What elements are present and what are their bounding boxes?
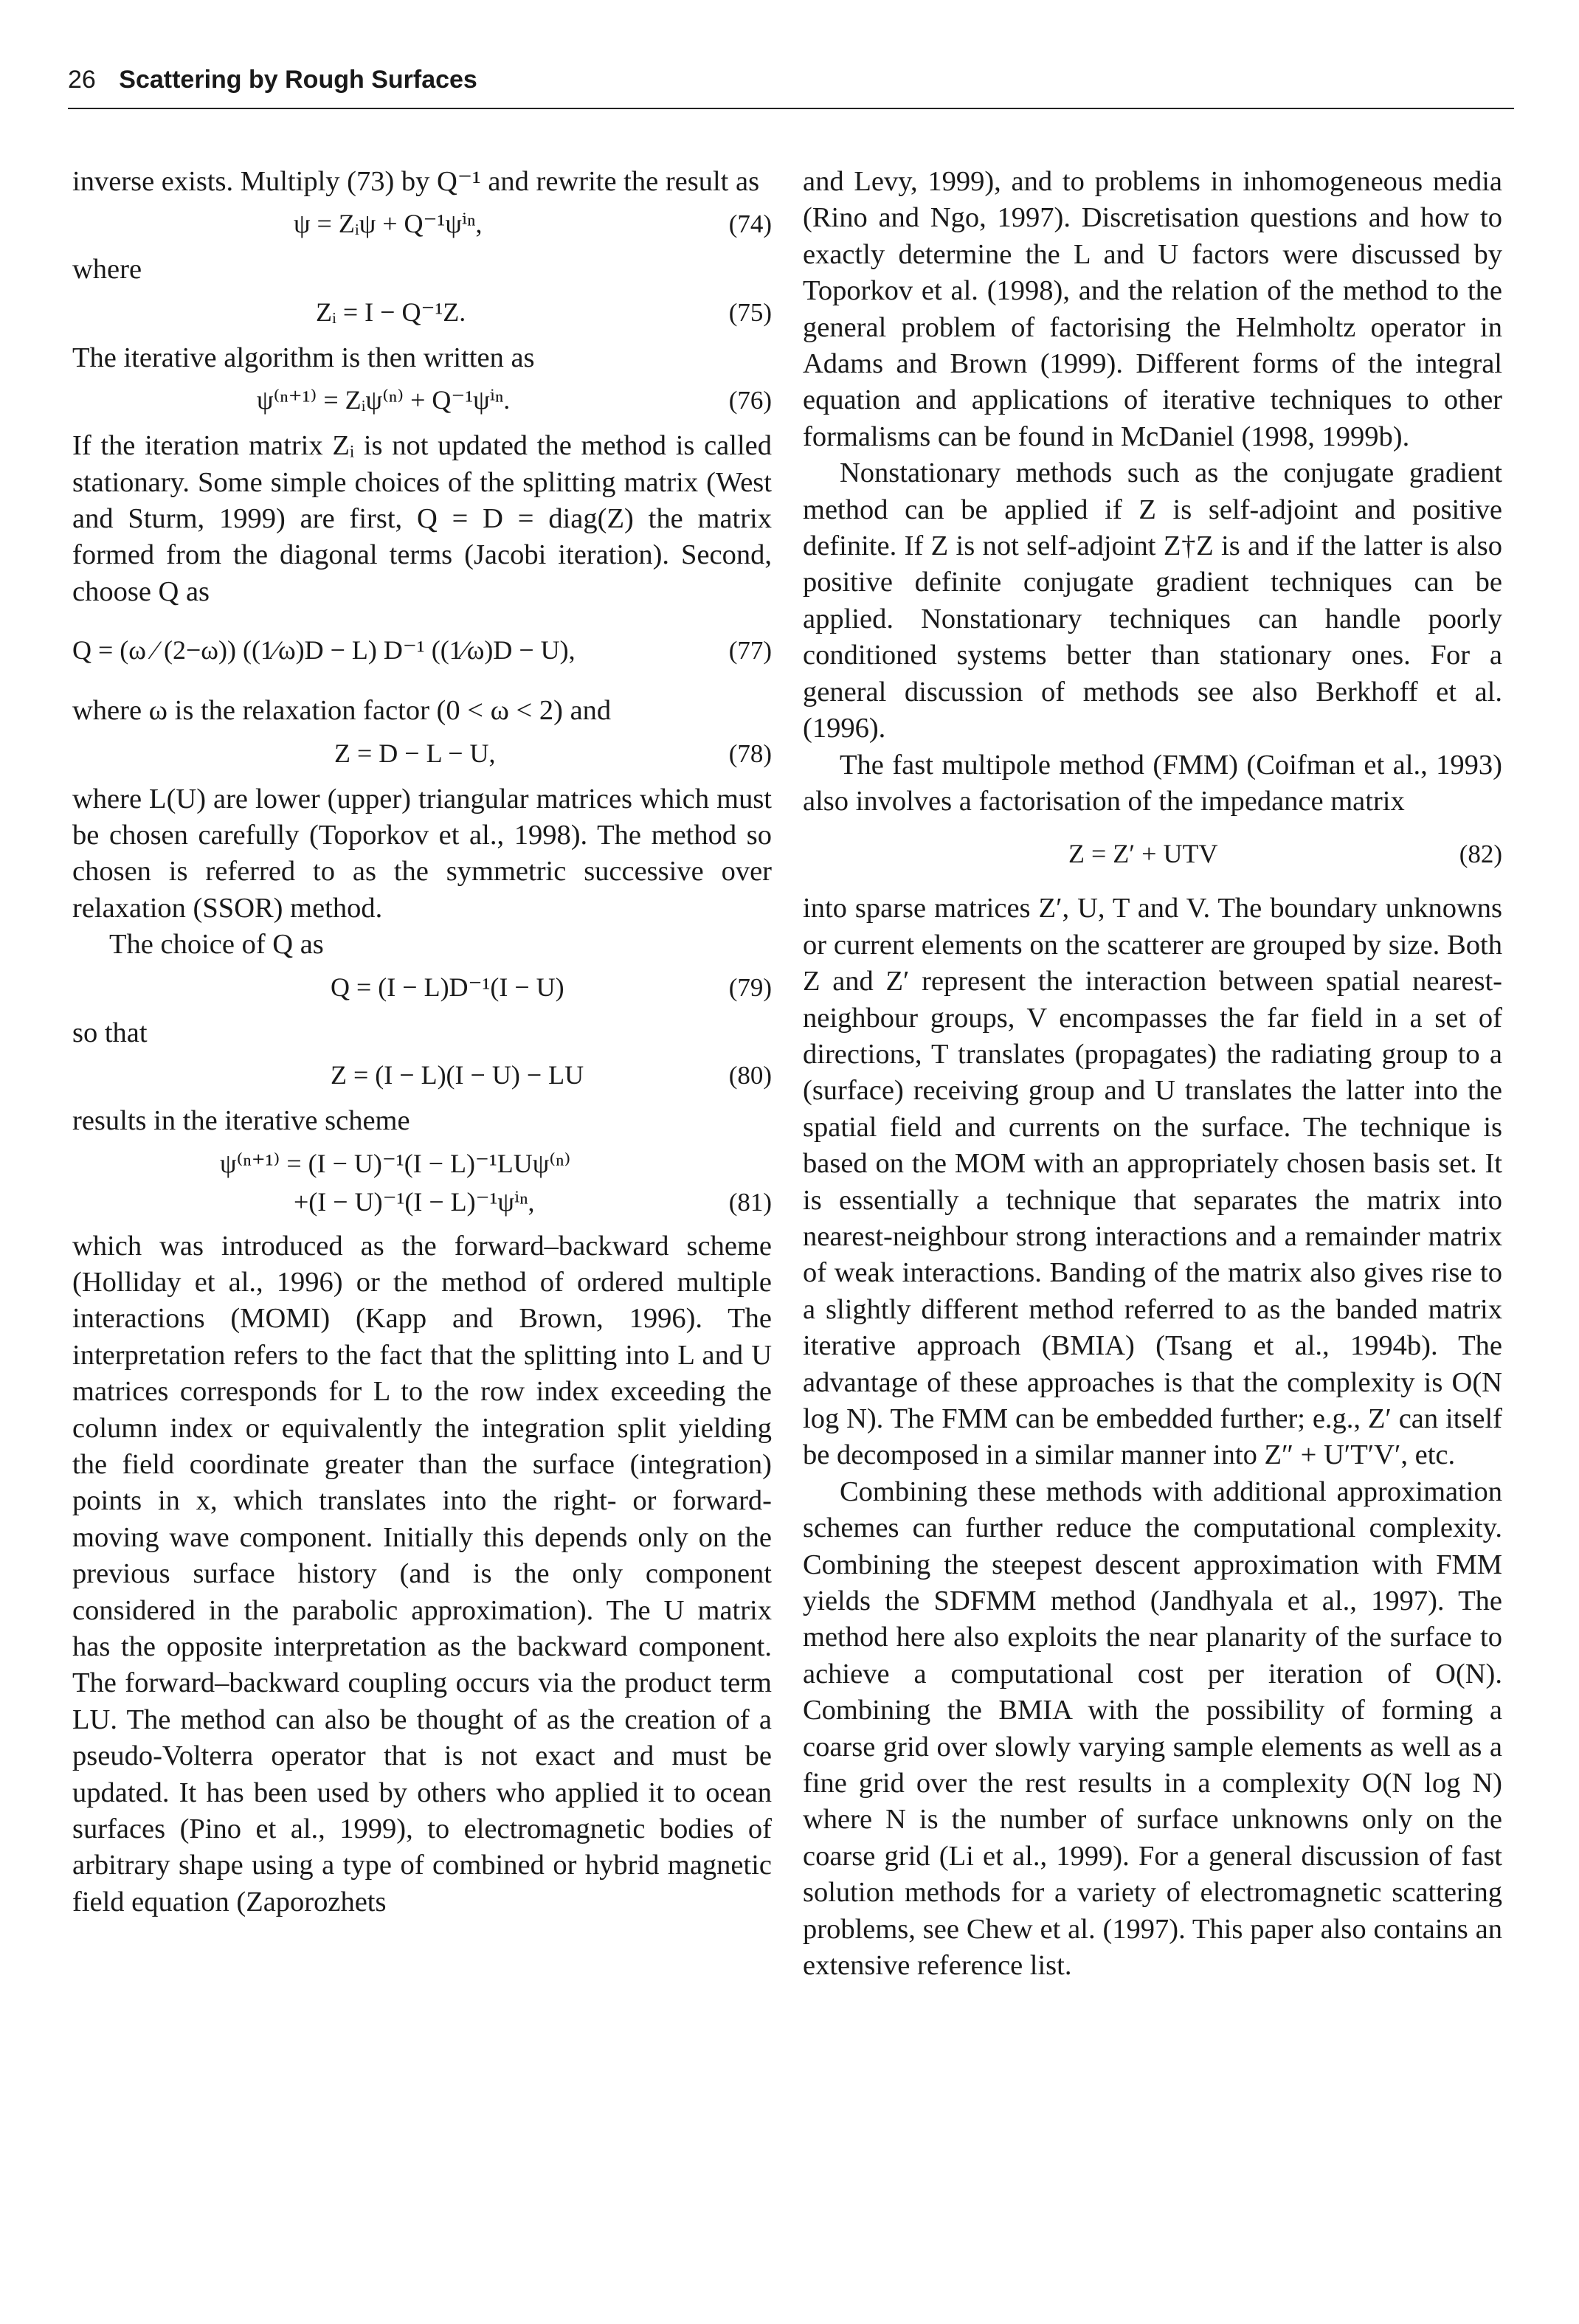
equation-number: (74) bbox=[728, 210, 772, 239]
equation-81 bbox=[72, 1146, 772, 1222]
equation-75 bbox=[72, 294, 772, 334]
paragraph: and Levy, 1999), and to problems in inhomogeneous media (Rino and Ngo, 1997). Discretisation questions and how to exactly determine the L and U factors were discussed by Toporkov et al. (1998), and the relation of the method to the general problem of factorising the Helmholtz operator in Adams and Brown (1999). Different forms of the integral equation and applications of iterative techniques to other formalisms can be found in McDaniel (1998, 1999b). bbox=[803, 166, 1502, 452]
equation-number: (78) bbox=[728, 739, 772, 768]
paragraph: which was introduced as the forward–backward scheme (Holliday et al., 1996) or the method of ordered multiple interactions (MOMI) (Kapp and Brown, 1996). The interpretation refers to the fact that the splitting into L and U matrices corresponds for L to the row index exceeding the column index or equivalently the integration split yielding the field coordinate greater than the surface (integration) points in x, which translates into the right- or forward-moving wave component. Initially this depends only on the previous surface history (and is the only component considered in the parabolic approximation). The U matrix has the opposite interpretation as the backward component. The forward–backward coupling occurs via the product term LU. The method can also be thought of as the creation of a pseudo-Volterra operator that is not exact and must be updated. It has been used by others who applied it to ocean surfaces (Pino et al., 1999), to electromagnetic bodies of arbitrary shape using a type of combined or hybrid magnetic field equation (Zaporozhets bbox=[72, 1230, 772, 1917]
paragraph: If the iteration matrix Zᵢ is not updated the method is called stationary. Some simple choices of the splitting matrix (West and Sturm, 1999) are first, Q = D = diag(Z) the matrix formed from the diagonal terms (Jacobi iteration). Second, choose Q as bbox=[72, 430, 772, 607]
equation-expression: ψ⁽ⁿ⁺¹⁾ = Zᵢψ⁽ⁿ⁾ + Q⁻¹ψⁱⁿ. bbox=[257, 385, 511, 415]
equation-number: (80) bbox=[728, 1061, 772, 1090]
running-header bbox=[68, 65, 1514, 94]
paragraph: where bbox=[72, 254, 142, 286]
equation-82 bbox=[803, 836, 1502, 876]
right-column bbox=[803, 164, 1502, 1985]
equation-expression-line-1: ψ⁽ⁿ⁺¹⁾ = (I − U)⁻¹(I − L)⁻¹LUψ⁽ⁿ⁾ bbox=[220, 1148, 571, 1178]
equation-78 bbox=[72, 736, 772, 775]
paragraph: results in the iterative scheme bbox=[72, 1105, 410, 1137]
paragraph: Nonstationary methods such as the conjugate gradient method can be applied if Z is self-adjoint and positive definite. If Z is not self-adjoint Z†Z is and if the latter is also positive definite conjugate gradient techniques can be applied. Nonstationary techniques can handle poorly conditioned systems better than stationary ones. For a general discussion of methods see also Berkhoff et al. (1996). bbox=[803, 457, 1502, 744]
left-column bbox=[72, 164, 772, 1920]
equation-expression: Q = (ω ⁄ (2−ω)) ((1⁄ω)D − L) D⁻¹ ((1⁄ω)D − U), bbox=[72, 635, 576, 665]
paragraph: The iterative algorithm is then written as bbox=[72, 342, 535, 373]
paragraph: into sparse matrices Z′, U, T and V. The boundary unknowns or current elements on the scatterer are grouped by size. Both Z and Z′ represent the interaction between spatial nearest-neighbour groups, V encompasses the far field in a set of directions, T translates (propagates) the radiating group to a (surface) receiving group and U translates the latter into the spatial field and currents on the surface. The technique is based on the MOM with an appropriately chosen basis set. It is essentially a technique that separates the matrix into nearest-neighbour strong interactions and a remainder matrix of weak interactions. Banding of the matrix also gives rise to a slightly different method referred to as the banded matrix iterative approach (BMIA) (Tsang et al., 1994b). The advantage of these approaches is that the complexity is O(N log N). The FMM can be embedded further; e.g., Z′ can itself be decomposed in a similar manner into Z″ + U′T′V′, etc. bbox=[803, 893, 1502, 1471]
equation-expression: Z = D − L − U, bbox=[334, 738, 496, 768]
running-title: Scattering by Rough Surfaces bbox=[119, 66, 477, 94]
equation-expression: Zᵢ = I − Q⁻¹Z. bbox=[316, 297, 466, 327]
paragraph: where ω is the relaxation factor (0 < ω < 2) and bbox=[72, 695, 612, 727]
equation-79 bbox=[72, 969, 772, 1009]
equation-expression: Z = Z′ + UTV bbox=[1068, 839, 1218, 869]
header-rule bbox=[68, 108, 1514, 109]
equation-76 bbox=[72, 382, 772, 422]
equation-number: (76) bbox=[728, 386, 772, 415]
equation-number: (75) bbox=[728, 297, 772, 327]
equation-number: (82) bbox=[1459, 840, 1502, 869]
equation-number: (77) bbox=[728, 636, 772, 665]
equation-74 bbox=[72, 206, 772, 246]
equation-expression: Z = (I − L)(I − U) − LU bbox=[331, 1060, 584, 1090]
paragraph: The choice of Q as bbox=[109, 929, 324, 961]
equation-expression-line-2: +(I − U)⁻¹(I − L)⁻¹ψⁱⁿ, bbox=[294, 1186, 535, 1217]
equation-80 bbox=[72, 1057, 772, 1097]
equation-number: (79) bbox=[728, 972, 772, 1002]
page-number: 26 bbox=[68, 66, 96, 94]
paragraph: where L(U) are lower (upper) triangular matrices which must be chosen carefully (Toporkov et al., 1998). The method so chosen is referred to as the symmetric successive over relaxation (SSOR) method. bbox=[72, 783, 772, 924]
paragraph: so that bbox=[72, 1017, 148, 1048]
paragraph: inverse exists. Multiply (73) by Q⁻¹ and rewrite the result as bbox=[72, 166, 760, 197]
equation-number: (81) bbox=[728, 1187, 772, 1217]
paragraph: The fast multipole method (FMM) (Coifman et al., 1993) also involves a factorisation of the impedance matrix bbox=[803, 749, 1502, 817]
equation-77 bbox=[72, 616, 772, 687]
paragraph: Combining these methods with additional approximation schemes can further reduce the computational complexity. Combining the steepest descent approximation with FMM yields the SDFMM method (Jandhyala et al., 1997). The method here also exploits the near planarity of the surface to achieve a computational cost per iteration of O(N). Combining the BMIA with the possibility of forming a coarse grid over slowly varying sample elements as well as a fine grid over the rest results in a complexity O(N log N) where N is the number of surface unknowns only on the coarse grid (Li et al., 1999). For a general discussion of fast solution methods for a variety of electromagnetic scattering problems, see Chew et al. (1997). This paper also contains an extensive reference list. bbox=[803, 1476, 1502, 1982]
equation-expression: Q = (I − L)D⁻¹(I − U) bbox=[331, 972, 564, 1002]
equation-expression: ψ = Zᵢψ + Q⁻¹ψⁱⁿ, bbox=[294, 209, 483, 239]
